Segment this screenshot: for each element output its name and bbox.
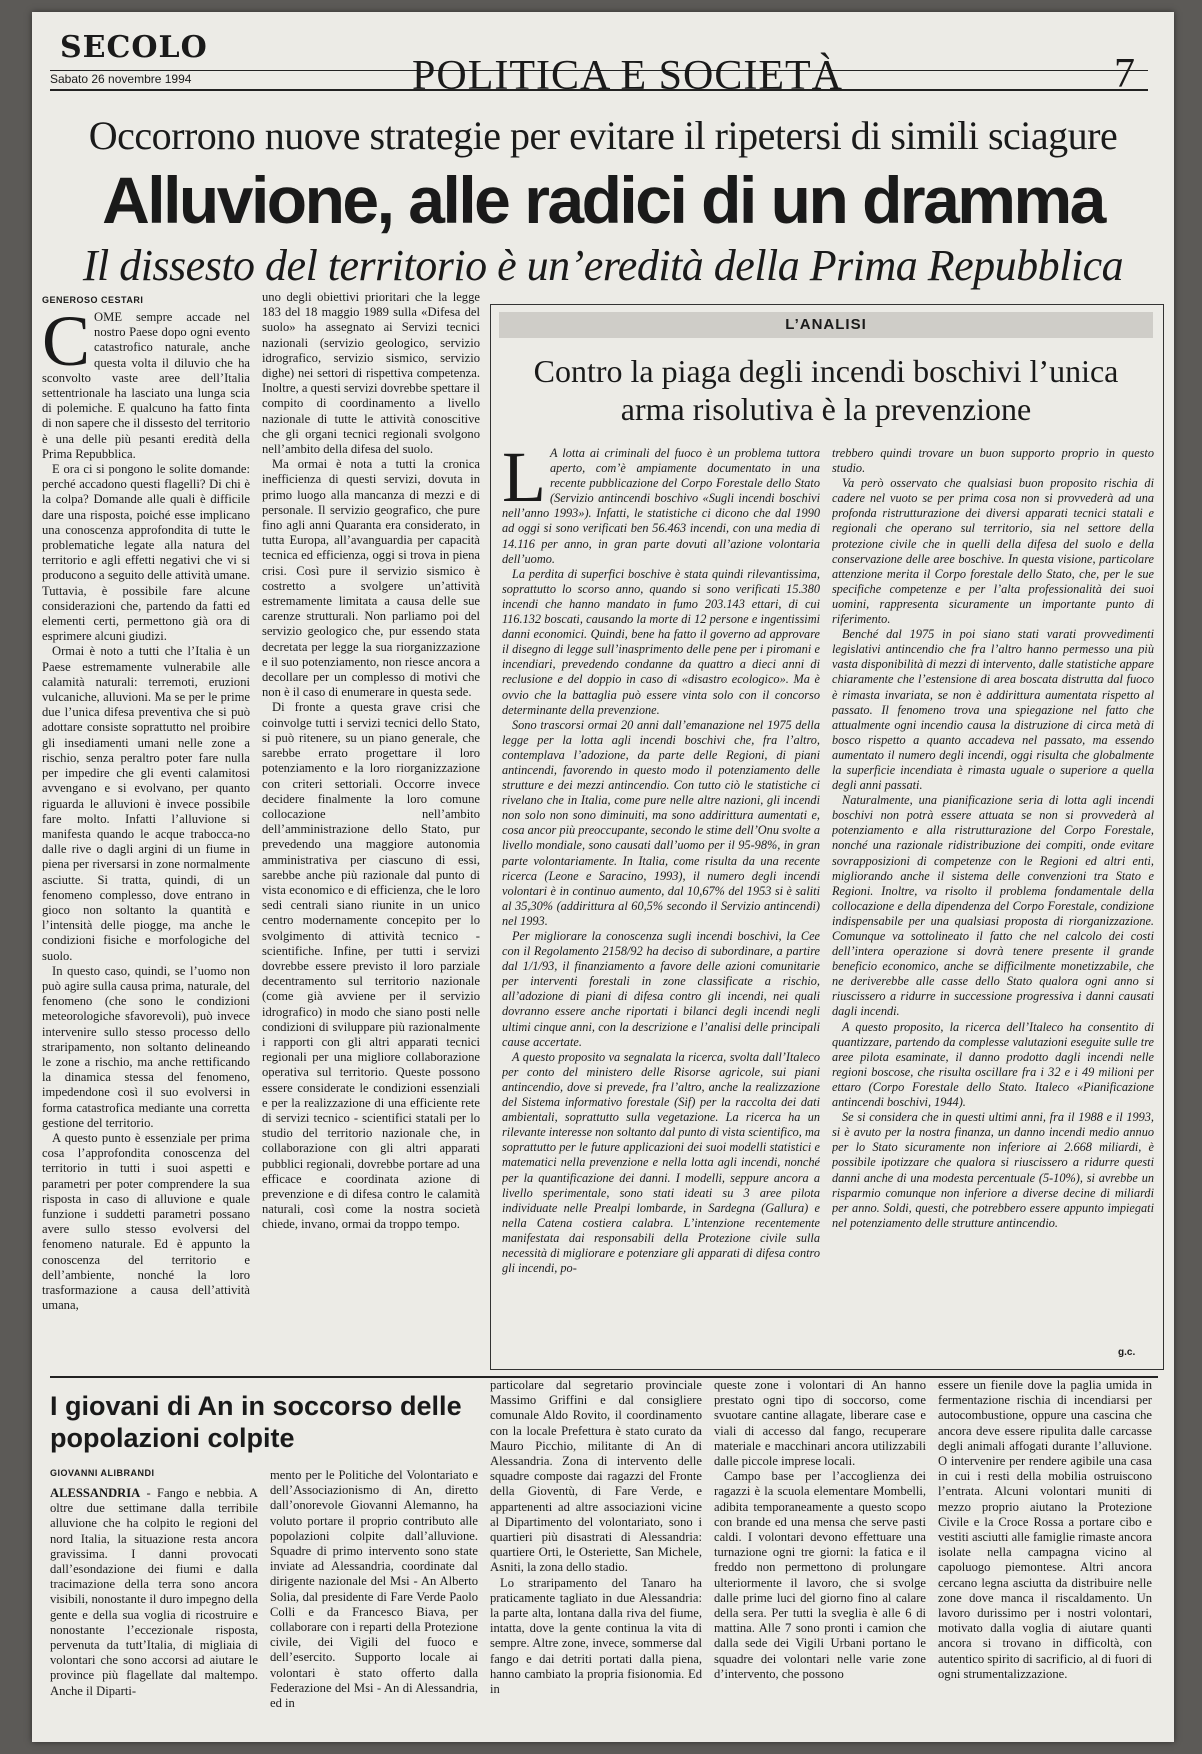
section-title: POLITICA E SOCIETÀ xyxy=(412,53,843,99)
second-column-1 xyxy=(50,1486,258,1736)
paragraph: La perdita di superfici boschive è stata quindi rilevantissima, soprattutto lo scorso anno, quando si sono verificati 15.380 incendi che hanno mandato in fumo 203.143 ettari, di cui 116.132 boscati, causando la morte di 12 persone e ingentissimi danni economici. Quindi, bene ha fatto il governo ad approvare il disegno di legge sull’inasprimento delle pene per i piromani e incendiari, prevedendo condanne da quattro a dieci anni di reclusione e del doppio in caso di «disastro ecologico». Ma è ovvio che la battaglia può essere vinta solo con il concorso determinante della prevenzione. xyxy=(502,566,820,717)
paragraph: A questo proposito, la ricerca dell’Italeco ha consentito di quantizzare, partendo da complesse valutazioni eseguite sulle tre aree pilota esaminate, il danno prodotto dagli incendi nelle regioni boscose, che risulta oscillare fra i 32 e i 49 milioni per ettaro (Corpo Forestale dello Stato. Italeco «Pianificazione antincendi boschivi, 1944). xyxy=(832,1019,1154,1110)
paragraph: Di fronte a questa grave crisi che coinvolge tutti i servizi tecnici dello Stato, si può ritenere, su un piano generale, che sarebbe errato progettare il loro potenziamento e la loro riorganizzazione con criteri settoriali. Occorre invece decidere finalmente la loro comune collocazione nell’ambito dell’amministrazione dello Stato, pur prevedendo una maggiore autonomia amministrativa per ciascuno di essi, sarebbe anche più razionale dal punto di vista economico e di efficienza, che le loro sedi centrali siano riunite in un unico centro modernamente concepito per lo svolgimento di attività tecnico - scientifiche. Infine, per tutti i servizi dovrebbe essere previsto il loro parziale decentramento sul territorio nazionale (come già avviene per il servizio idrografico) in modo che siano posti nelle condizioni di sviluppare più razionalmente i rapporti con gli altri apparati tecnici regionali per una migliore collaborazione operativa sul territorio. Queste possono essere considerate le condizioni essenziali e per la realizzazione di una efficiente rete di servizi tecnico - scientifici statali per lo studio del territorio nazionale che, in collaborazione con gli altri apparati pubblici regionali, dovrebbe portare ad una efficace e coordinata azione di prevenzione e di difesa contro le calamità naturali, così come la nostra società chiede, invano, ormai da troppo tempo. xyxy=(262,700,480,1232)
article-column-1 xyxy=(42,310,250,1360)
analysis-title: Contro la piaga degli incendi boschivi l’unica arma risolutiva è la prevenzione xyxy=(533,353,1119,427)
paragraph: Va però osservato che qualsiasi buon proposito rischia di cadere nel vuoto se per prima cosa non si provvederà ad una profonda ristrutturazione dei diversi apparati tecnici statali e regionali che operano sul territorio, sia nel settore della protezione civile che in quelli della difesa del suolo e della conservazione delle aree boschive. In questa visione, particolare attenzione merita il Corpo forestale dello Stato, che, per le sue specifiche competenze e per l’alta professionalità dei suoi uomini, rappresenta sicuramente un importante punto di riferimento. xyxy=(832,476,1154,627)
paragraph: Ormai è noto a tutti che l’Italia è un Paese estremamente vulnerabile alle calamità naturali: terremoti, eruzioni vulcaniche, alluvioni. Ma se per le prime due l’unica difesa preventiva che si può adottare consiste soprattutto nel proibire gli insediamenti umani nelle zone a rischio, senza peraltro poter fare nulla per impedire che gli eventi calamitosi avvengano e si evolvano, per quanto riguarda le alluvioni è invece possibile fare molto. Infatti l’alluvione si manifesta quando le acque trabocca-no dalle rive o dagli argini di un fiume in piena per riversarsi in zone normalmente asciutte. Si tratta, quindi, di un fenomeno complesso, dove entrano in gioco non soltanto la quantità e l’intensità delle piogge, ma anche le condizioni fisiche e morfologiche del suolo. xyxy=(42,644,250,963)
paragraph: A questo punto è essenziale per prima cosa l’approfondita conoscenza del territorio in tutti i suoi aspetti e parametri per poter comprendere la sua risposta in caso di alluvione e quale funzione i suddetti parametri possano avere sullo stesso evolversi del fenomeno naturale. Ed è appunto la conoscenza del territorio e dell’ambiente, nonché la loro trasformazione a causa dell’attività umana, xyxy=(42,1130,250,1313)
paragraph: queste zone i volontari di An hanno prestato ogni tipo di soccorso, come svuotare cantine allagate, liberare case e viali di accesso dal fango, recuperare materiale e macchinari ancora utilizzabili dalle piccole imprese locali. xyxy=(714,1378,926,1469)
paragraph: uno degli obiettivi prioritari che la legge 183 del 18 maggio 1989 sulla «Difesa del suolo» ha assegnato ai Servizi tecnici nazionali (servizio geologico, servizio idrografico, servizio sismico, servizio dighe) nei settori di rispettiva competenza. Inoltre, a questi servizi dovrebbe spettare il compito di coordinamento a livello nazionale di tutte le attività conoscitive che gli organi tecnici regionali svolgono nell’ambito della difesa del suolo. xyxy=(262,290,480,457)
paragraph: A lotta ai criminali del fuoco è un problema tuttora aperto, com’è ampiamente documentato in una recente pubblicazione del Corpo Forestale dello Stato (Servizio antincendi boschivo «Sugli incendi boschivi nell’anno 1993»). Infatti, le statistiche ci dicono che dal 1990 ad oggi si sono verificati ben 56.463 incendi, con una media di 14.116 per anno, in gran parte dovuti all’azione volontaria dell’uomo. xyxy=(502,446,820,566)
paragraph: Sono trascorsi ormai 20 anni dall’emanazione nel 1975 della legge per la lotta agli incendi boschivi che, fra l’altro, contemplava l’adozione, da parte delle Regioni, di piani antincendi, favorendo in questo modo il potenziamento delle strutture e dei mezzi antincendio. Con tutto ciò le statistiche ci rivelano che in Italia, come pure nelle altre nazioni, gli incendi non solo non sono diminuiti, ma sono addirittura aumentati e, cosa ancor più preoccupante, secondo le stime dell’Onu svolte a livello mondiale, sono causati dall’uomo per il 95-98%, in gran parte volontariamente. In Italia, come risulta da una recente ricerca (Leone e Saracino, 1993), il numero degli incendi volontari è in continuo aumento, dal 10,67% del 1953 si è saliti al 35,30% (addirittura al 60,5% secondo il Servizio antincendi) nel 1993. xyxy=(502,717,820,928)
issue-date: Sabato 26 novembre 1994 xyxy=(50,72,192,86)
paragraph: Campo base per l’accoglienza dei ragazzi è la scuola elementare Mombelli, adibita temporaneamente a questo scopo con brande ed una mensa che serve pasti caldi. I volontari devono effettuare una turnazione ogni tre giorni: la fatica e il freddo non permettono di prolungare ulteriormente il lavoro, che si svolge dalle prime luci del giorno fino al calare della sera. Per tutti la sveglia è alle 6 di mattina. Alle 7 sono pronti i camion che dalla sede dei Vigili Urbani portano le squadre dei volontari nelle varie zone d’intervento, che possono xyxy=(714,1469,926,1681)
drop-cap: L xyxy=(502,446,546,517)
paragraph: mento per le Politiche del Volontariato e dell’Associazionismo di An, diretto dall’onorevole Giovanni Alemanno, ha voluto portare il proprio contributo alle popolazioni colpite dall’alluvione. Squadre di primo intervento sono state inviate ad Alessandria, coordinate dal dirigente nazionale del Msi - An Alberto Solia, dal presidente di Fare Verde Paolo Colli e da Francesco Biava, per collaborare con i reparti della Protezione civile, dei Vigili del fuoco e dell’esercito. Supporto locale ai volontari è stato offerto dalla Federazione del Msi - An di Alessandria, ed in xyxy=(270,1468,478,1711)
page-number: 7 xyxy=(1114,51,1135,97)
article-headline: Alluvione, alle radici di un dramma xyxy=(102,163,1104,237)
paragraph: Lo straripamento del Tanaro ha praticamente tagliato in due Alessandria: la parte alta, lontana dalla riva del fiume, intatta, dove la gente continua la vita di sempre. Altre zone, invece, sommerse dal fango e dai detriti portati dalla piena, hanno cambiato la propria fisionomia. Ed in xyxy=(490,1575,702,1697)
drop-cap: C xyxy=(42,310,91,381)
second-column-4 xyxy=(714,1378,926,1736)
paragraph: particolare dal segretario provinciale Massimo Griffini e dal consigliere comunale Aldo Rovito, il coordinamento con la locale Prefettura è stato curato da Mauro Picchio, militante di An di Alessandria. Zona di intervento delle squadre composte dai ragazzi del Fronte della Gioventù, di Fare Verde, e appartenenti ad altre associazioni vicine al Dipartimento del volontariato, sono i quartieri più disastrati di Alessandria: quartiere Orti, le Osteriette, San Michele, Asniti, la zona dello stadio. xyxy=(490,1378,702,1575)
article-column-2 xyxy=(262,290,480,1360)
paragraph: Naturalmente, una pianificazione seria di lotta agli incendi boschivi non potrà essere attuata se non si provvederà al potenziamento e alla ristrutturazione del Corpo Forestale, nonché una razionale ridistribuzione dei compiti, onde evitare sovrapposizioni di competenze con le Regioni ed altri enti, migliorando anche il sistema delle convenzioni tra Stato e Regioni. Inoltre, va risolto il problema fondamentale della collocazione e della dipendenza del Corpo Forestale, condizione indispensabile per una qualsiasi proposta di riorganizzazione. Comunque va sottolineato il fatto che nel calcolo dei costi dell’intera operazione si dovrà tenere presente il grande beneficio economico, anche se difficilmente monetizzabile, che ne deriverebbe alle casse dello Stato qualora ogni anno si riuscissero a ridurre in successione progressiva i danni causati dagli incendi. xyxy=(832,793,1154,1019)
paragraph: Ma ormai è nota a tutti la cronica inefficienza di questi servizi, dovuta in primo luogo alla mancanza di mezzi e di personale. Il servizio geografico, che pure fino agli anni Quaranta era considerato, in tutta Europa, all’avanguardia per capacità tecnica ed efficienza, oggi si trova in piena crisi. Così pure il servizio sismico è costretto a svolgere un’attività estremamente limitata a causa delle sue carenze strutturali. Non parliamo poi del servizio geologico che, pur essendo stata decretata per legge la sua riorganizzazione e il suo potenziamento, non riesce ancora a decollare per un complesso di motivi che non è il caso di enumerare in questa sede. xyxy=(262,457,480,700)
paragraph: In questo caso, quindi, se l’uomo non può agire sulla causa prima, naturale, del fenomeno (che sono le condizioni meteorologiche sfavorevoli), può invece intervenire sullo stesso processo dello straripamento, non soltanto delineando le zone a rischio, ma anche rettificando la dinamica stessa del fenomeno, impedendone così il suo evolversi in forma catastrofica mediante una corretta gestione del territorio. xyxy=(42,963,250,1130)
paragraph: A questo proposito va segnalata la ricerca, svolta dall’Italeco per conto del ministero delle Risorse agricole, sui piani antincendio, dove si prevede, fra l’altro, anche la realizzazione del Sistema informativo forestale (Sif) per la raccolta dei dati ambientali, soprattutto sulla vegetazione. La ricerca ha un rilevante interesse non soltanto dal punto di vista scientifico, ma soprattutto per le future applicazioni dei suoi modelli statistici e matematici nella prevenzione e nella lotta agli incendi, nonché per la quantificazione dei danni. I modelli, seppure ancora a livello sperimentale, sono stati ideati su 3 aree pilota individuate nelle Prealpi lombarde, in Sardegna (Gallura) e nella Catena costiera calabra. L’intenzione recentemente manifestata dai responsabili della Protezione civile sulla necessità di migliorare e potenziare gli apparati di difesa contro gli incendi, po- xyxy=(502,1049,820,1276)
paragraph: essere un fienile dove la paglia umida in fermentazione rischia di incendiarsi per autocombustione, oppure una cascina che ancora deve essere ripulita dalle carcasse degli animali affogati durante l’alluvione. O intervenire per rendere agibile una casa in cui i resti della mobilia ostruiscono l’entrata. Alcuni volontari muniti di mezzo proprio aiutano la Protezione Civile e la Croce Rossa a portare cibo e vestiti asciutti alle famiglie rimaste ancora isolate nella campagna vicino al capoluogo piemontese. Altri ancora cercano legna asciutta da distribuire nelle zone dove manca il riscaldamento. Un lavoro durissimo per i nostri volontari, motivato dalla voglia di aiutare quanti ancora si trovano in difficoltà, con autentico spirito di sacrificio, al di fuori di ogni strumentalizzazione. xyxy=(938,1378,1152,1681)
article-kicker: Occorrono nuove strategie per evitare il ripetersi di simili sciagure xyxy=(88,113,1118,158)
analysis-label: L’ANALISI xyxy=(499,312,1153,338)
newspaper-page xyxy=(32,12,1174,1742)
second-headline: I giovani di An in soccorso delle popolazioni colpite xyxy=(50,1391,462,1453)
paragraph xyxy=(50,1486,258,1699)
second-byline: GIOVANNI ALIBRANDI xyxy=(50,1468,155,1478)
second-column-2 xyxy=(270,1468,478,1736)
paragraph: Per migliorare la conoscenza sugli incendi boschivi, la Cee con il Regolamento 2158/92 ha deciso di subordinare, a partire dal 1/1/93, il finanziamento a favore delle azioni comunitarie per interventi forestali in zone classificate a rischio, all’adozione di piani di difesa contro gli incendi, nei quali dovranno essere anche riportati i bilanci degli incendi negli ultimi cinque anni, con la descrizione e l’analisi delle principali cause accertate. xyxy=(502,929,820,1049)
paragraph: Se si considera che in questi ultimi anni, fra il 1988 e il 1993, si è avuto per la nostra finanza, un danno incendi medio annuo per lo Stato sicuramente non inferiore ai 2.668 miliardi, è possibile ipotizzare che qualora si riuscissero a ridurre questi danni anche di una modesta percentuale (5-10%), si avrebbe un risparmio comunque non inferiore a diverse decine di miliardi per anno. Soldi, questi, che potrebbero essere appunto impiegati nel potenziamento delle strutture antincendio. xyxy=(832,1110,1154,1230)
second-column-3 xyxy=(490,1378,702,1736)
paragraph: trebbero quindi trovare un buon supporto proprio in questo studio. xyxy=(832,446,1154,476)
paragraph: OME sempre accade nel nostro Paese dopo ogni evento catastrofico naturale, anche questa volta il diluvio che ha sconvolto vaste aree dell’Italia settentrionale ha lasciato una lunga scia di polemiche. E qualcuno ha fatto finta di non sapere che il dissesto del territorio è una delle più pesanti eredità della Prima Repubblica. xyxy=(42,310,250,461)
second-column-5 xyxy=(938,1378,1152,1736)
dateline: ALESSANDRIA xyxy=(50,1486,141,1500)
masthead-logo: SECOLO xyxy=(60,30,208,65)
analysis-column-1 xyxy=(502,446,820,1358)
analysis-column-2 xyxy=(832,446,1154,1344)
article-byline: GENEROSO CESTARI xyxy=(42,295,144,305)
analysis-signature: g.c. xyxy=(1118,1347,1136,1358)
paragraph: Benché dal 1975 in poi siano stati varati provvedimenti legislativi antincendio che fra l’altro hanno permesso una più vasta disponibilità di mezzi di intervento, dalle statistiche appare chiaramente che l’estensione di area boscata distrutta dal fuoco è rimasta invariata, se non è addirittura aumentata rispetto al passato. Il fenomeno trova una spiegazione nel fatto che attualmente ogni incendio causa la distruzione di circa metà di bosco rispetto a quanto accadeva nel passato, ma essendo aumentato il numero degli incendi, oggi risulta che globalmente la superficie incendiata è rimasta uguale o superiore a quella degli anni passati. xyxy=(832,627,1154,793)
lead-text: - Fango e nebbia. A oltre due settimane dalla terribile alluvione che ha colpito le regioni del nord Italia, la situazione resta ancora gravissima. I danni provocati dall’esondazione dei fiumi e dalla tracimazione della terra sono ancora visibili, nonostante il duro impegno della gente e della sua voglia di ricostruire e nonostante l’eccezionale risposta, pervenuta da tutt’Italia, di migliaia di volontari che sono accorsi ad aiutare le province più flagellate dal maltempo. Anche il Diparti- xyxy=(50,1486,258,1698)
header-rule xyxy=(50,89,1148,91)
article-subhead: Il dissesto del territorio è un’eredità della Prima Repubblica xyxy=(82,241,1124,290)
paragraph: E ora ci si pongono le solite domande: perché accadono questi flagelli? Di chi è la colpa? Domande alle quali è difficile dare una risposta, poiché esse implicano una conoscenza approfondita di tutte le problematiche legate alla natura del territorio e agli effetti negativi che vi si producono a seguito delle attività umane. Tuttavia, è possibile fare alcune considerazioni che, partendo da fatti ed elementi certi, permettono già ora di esprimere alcuni giudizi. xyxy=(42,462,250,644)
